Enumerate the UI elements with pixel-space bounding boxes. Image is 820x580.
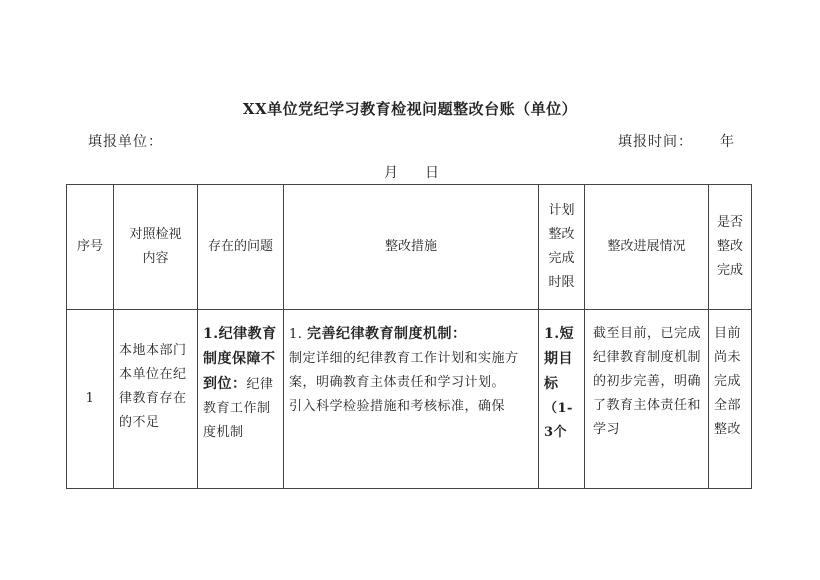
table-header-row <box>67 185 752 310</box>
measure-title: 完善纪律教育制度机制： <box>307 326 467 342</box>
completion-status: 目前尚未完成全部整改 <box>714 326 742 437</box>
year-label: 年 <box>720 134 735 150</box>
header-problem: 存在的问题 <box>198 185 284 310</box>
cell-problem <box>198 310 284 489</box>
measure-heading <box>289 322 534 347</box>
header-measures: 整改措施 <box>284 185 539 310</box>
measure-line: 引入科学检验措施和考核标准，确保 <box>289 399 506 414</box>
row-number: 1 <box>85 391 95 406</box>
fill-time-label: 填报时间： <box>618 134 693 150</box>
measures-content <box>284 310 538 488</box>
fill-unit-label: 填报单位： <box>88 134 163 150</box>
problem-text: 纪律教育工作制度机制 <box>203 377 274 440</box>
deadline-content <box>539 310 584 488</box>
header-deadline: 计划整改完成时限 <box>539 185 585 310</box>
check-item-text: 本地本部门本单位在纪律教育存在的不足 <box>119 343 187 430</box>
cell-no <box>67 310 114 489</box>
month-label: 月 <box>384 165 399 181</box>
cell-progress <box>585 310 709 489</box>
day-label: 日 <box>425 165 440 181</box>
cell-completed <box>709 310 752 489</box>
problem-title: 1.纪律教育制度保障不到位： <box>203 326 277 392</box>
cell-deadline <box>539 310 585 489</box>
header-completed: 是否整改完成 <box>709 185 752 310</box>
document-title: XX单位党纪学习教育检视问题整改台账（单位） <box>242 100 578 118</box>
header-progress: 整改进展情况 <box>585 185 709 310</box>
rectification-ledger-table <box>66 184 752 489</box>
table-row <box>67 310 752 489</box>
cell-check-item <box>114 310 198 489</box>
header-no: 序号 <box>67 185 114 310</box>
measure-number: 1. <box>289 327 308 342</box>
deadline-text: （1-3个 <box>544 401 573 440</box>
progress-text: 截至目前，已完成纪律教育制度机制的初步完善，明确了教育主体责任和学习 <box>593 326 702 437</box>
problem-content <box>198 310 283 488</box>
measure-line: 制定详细的纪律教育工作计划和实施方案，明确教育主体责任和学习计划。 <box>289 351 519 390</box>
cell-measures <box>284 310 539 489</box>
header-check-item: 对照检视内容 <box>114 185 198 310</box>
deadline-title: 1.短期目标 <box>544 326 575 392</box>
